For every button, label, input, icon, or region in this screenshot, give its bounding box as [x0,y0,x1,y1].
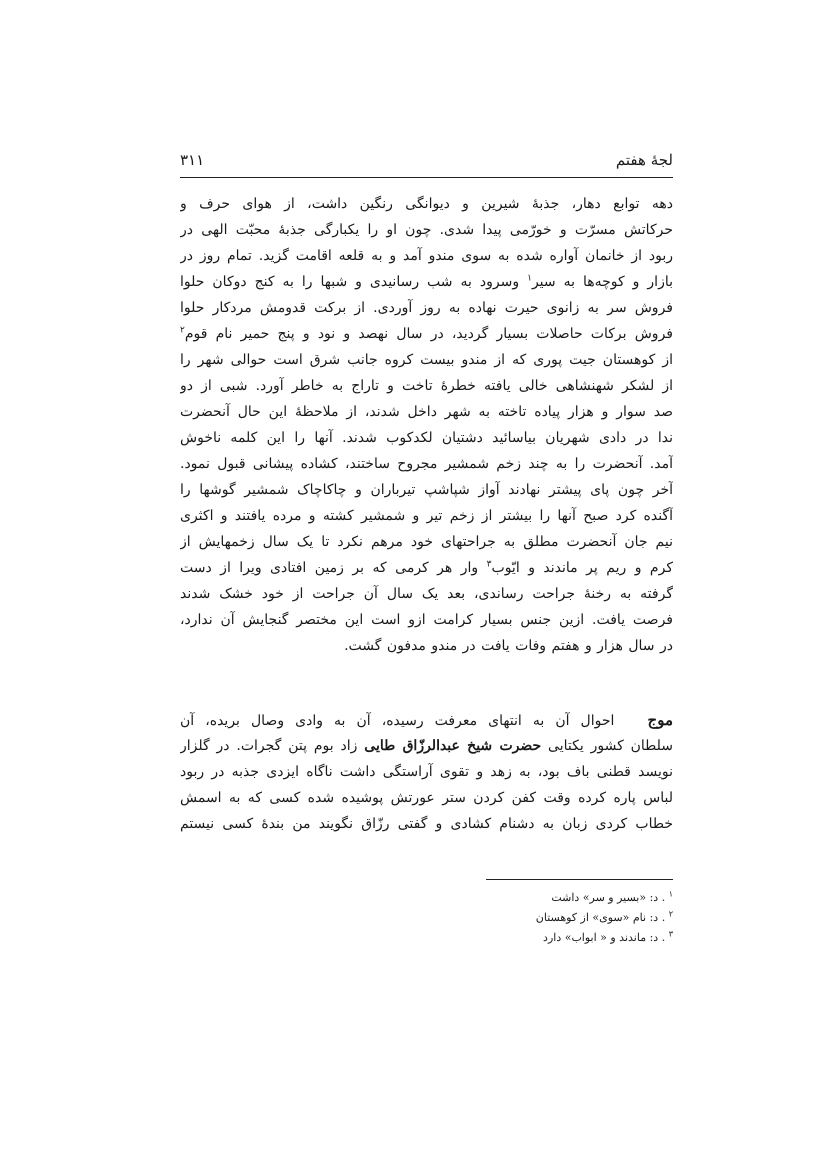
text-segment: سلطان کشور یکتایی [548,738,673,754]
text-line: نویسد قطنی باف بود، به زهد و تقوی آراستگی داشت ناگاه ایزدی جذبه در ربود [180,764,673,780]
footnote-number: ۳ [668,929,673,939]
text-line: صد سوار و هزار پیاده تاخته به شهر داخل شدند، از ملاحظۀ این حال آنحضرت [180,404,673,420]
text-line [180,707,673,733]
text-line: آخر چون پای پیشتر نهادند آواز شپاشپ تیرباران و چاکاچاک شمشیر گوشها را [180,482,673,498]
text-line: از لشکر شهنشاهی خالی یافته خطرۀ تاخت و تاراج به خاطر آورد. شبی از دو [180,378,673,394]
footnote-2 [180,908,673,928]
text-line: خطاب کردی زبان به دشنام کشادی و گفتی رزّاق نگویند من بندۀ کسی نیستم [180,816,673,832]
text-line: فروش سر به زانوی حیرت نهاده به روز آوردی. از برکت قدومش مردکار حلوا [180,300,673,316]
text-line [180,733,673,759]
text-line: نیم جان آنحضرت مطلق به جراحتهای خود مرهم نکرد تا یک سال زخمهایش از [180,534,673,550]
text-line: آگنده کرد صبح آنها را بیشتر از زخم تیر و شمشیر کشته و مرده یافتند و اکثری [180,508,673,524]
footnote-text: . د: ماندند و « ابواب» دارد [543,931,666,944]
footnote-number: ۲ [668,909,673,919]
page-header [180,146,673,174]
footnote-mark: ۲ [180,325,185,336]
text-line: گرفته به رخنۀ جراحت رساندی، بعد یک سال آن جراحت از خود خشک شدند [180,586,673,602]
footnote-number: ۱ [668,889,673,899]
text-line [180,321,673,347]
text-segment: کرم و ریم پر ماندند و ایّوب [491,560,673,576]
running-title: لجۀ هفتم [615,151,673,169]
section-lead-word: موج [647,711,673,729]
text-line: از کوهستان جیت پوری که از مندو بیست کروه جانب شرق است حوالی شهر را [180,352,673,368]
footnotes [180,888,673,948]
text-segment: بازار و کوچه‌ها به سیر [531,274,673,290]
text-line: در سال هزار و هفتم وفات یافت در مندو مدفون گشت. [344,638,673,654]
footnote-3 [180,928,673,948]
text-line: آمد. آنحضرت را به چند زخم شمشیر مجروح ساختند، کشاده پیشانی قبول نمود. [180,456,673,472]
text-segment: فروش برکات حاصلات بسیار گردید، در سال نهصد و نود و پنج حمیر نام قوم [184,326,673,342]
footnote-text: . د: «بسیر و سر» داشت [551,891,666,904]
saint-name: حضرت شیخ عبدالرزّاق طایی [364,738,542,754]
page-number: ۳۱۱ [180,151,205,169]
text-segment: وسرود به شب رسانیدی و شبها را به کنج دوکان حلوا [180,274,520,290]
paragraph-2 [180,707,673,837]
footnote-text: . د: نام «سوی» از کوهستان [535,911,666,924]
text-line: فرصت یافت. ازین جنس بسیار کرامت ازو است این مختصر گنجایش آن ندارد، [180,612,673,628]
footnote-mark: ۳ [486,559,492,570]
text-line: ربود از خانمان آواره شده به سوی مندو آمد و به قلعه اقامت گزید. تمام روز در [180,248,673,264]
text-segment: وار هر کرمی که بر زمین افتادی ویرا از دست [180,560,479,576]
text-line: دهه توابع دهار، جذبۀ شیرین و دیوانگی رنگین داشت، از هوای حرف و [180,196,673,212]
text-line: لباس پاره کرده وقت کفن کردن ستر عورتش پوشیده شده کسی که به اسمش [180,790,673,806]
text-line [180,269,673,295]
footnote-1 [180,888,673,908]
footnote-mark: ۱ [527,273,532,284]
text-line [180,555,673,581]
text-line: ندا در دادی شهریان بیاسائید دشتیان لکدکوب شدند. آنها را این کلمه ناخوش [180,430,673,446]
text-segment: زاد بوم پتن گجرات. در گلزار [180,738,358,754]
text-line: حرکاتش مسرّت و خورّمی پیدا شدی. چون او را یکبارگی جذبۀ محبّت الهی در [180,222,673,238]
paragraph-1 [180,191,673,659]
footnote-rule [486,879,673,880]
text-segment: احوال آن به انتهای معرفت رسیده، آن به وادی وصال بریده، آن [180,713,615,729]
header-rule [180,177,673,178]
